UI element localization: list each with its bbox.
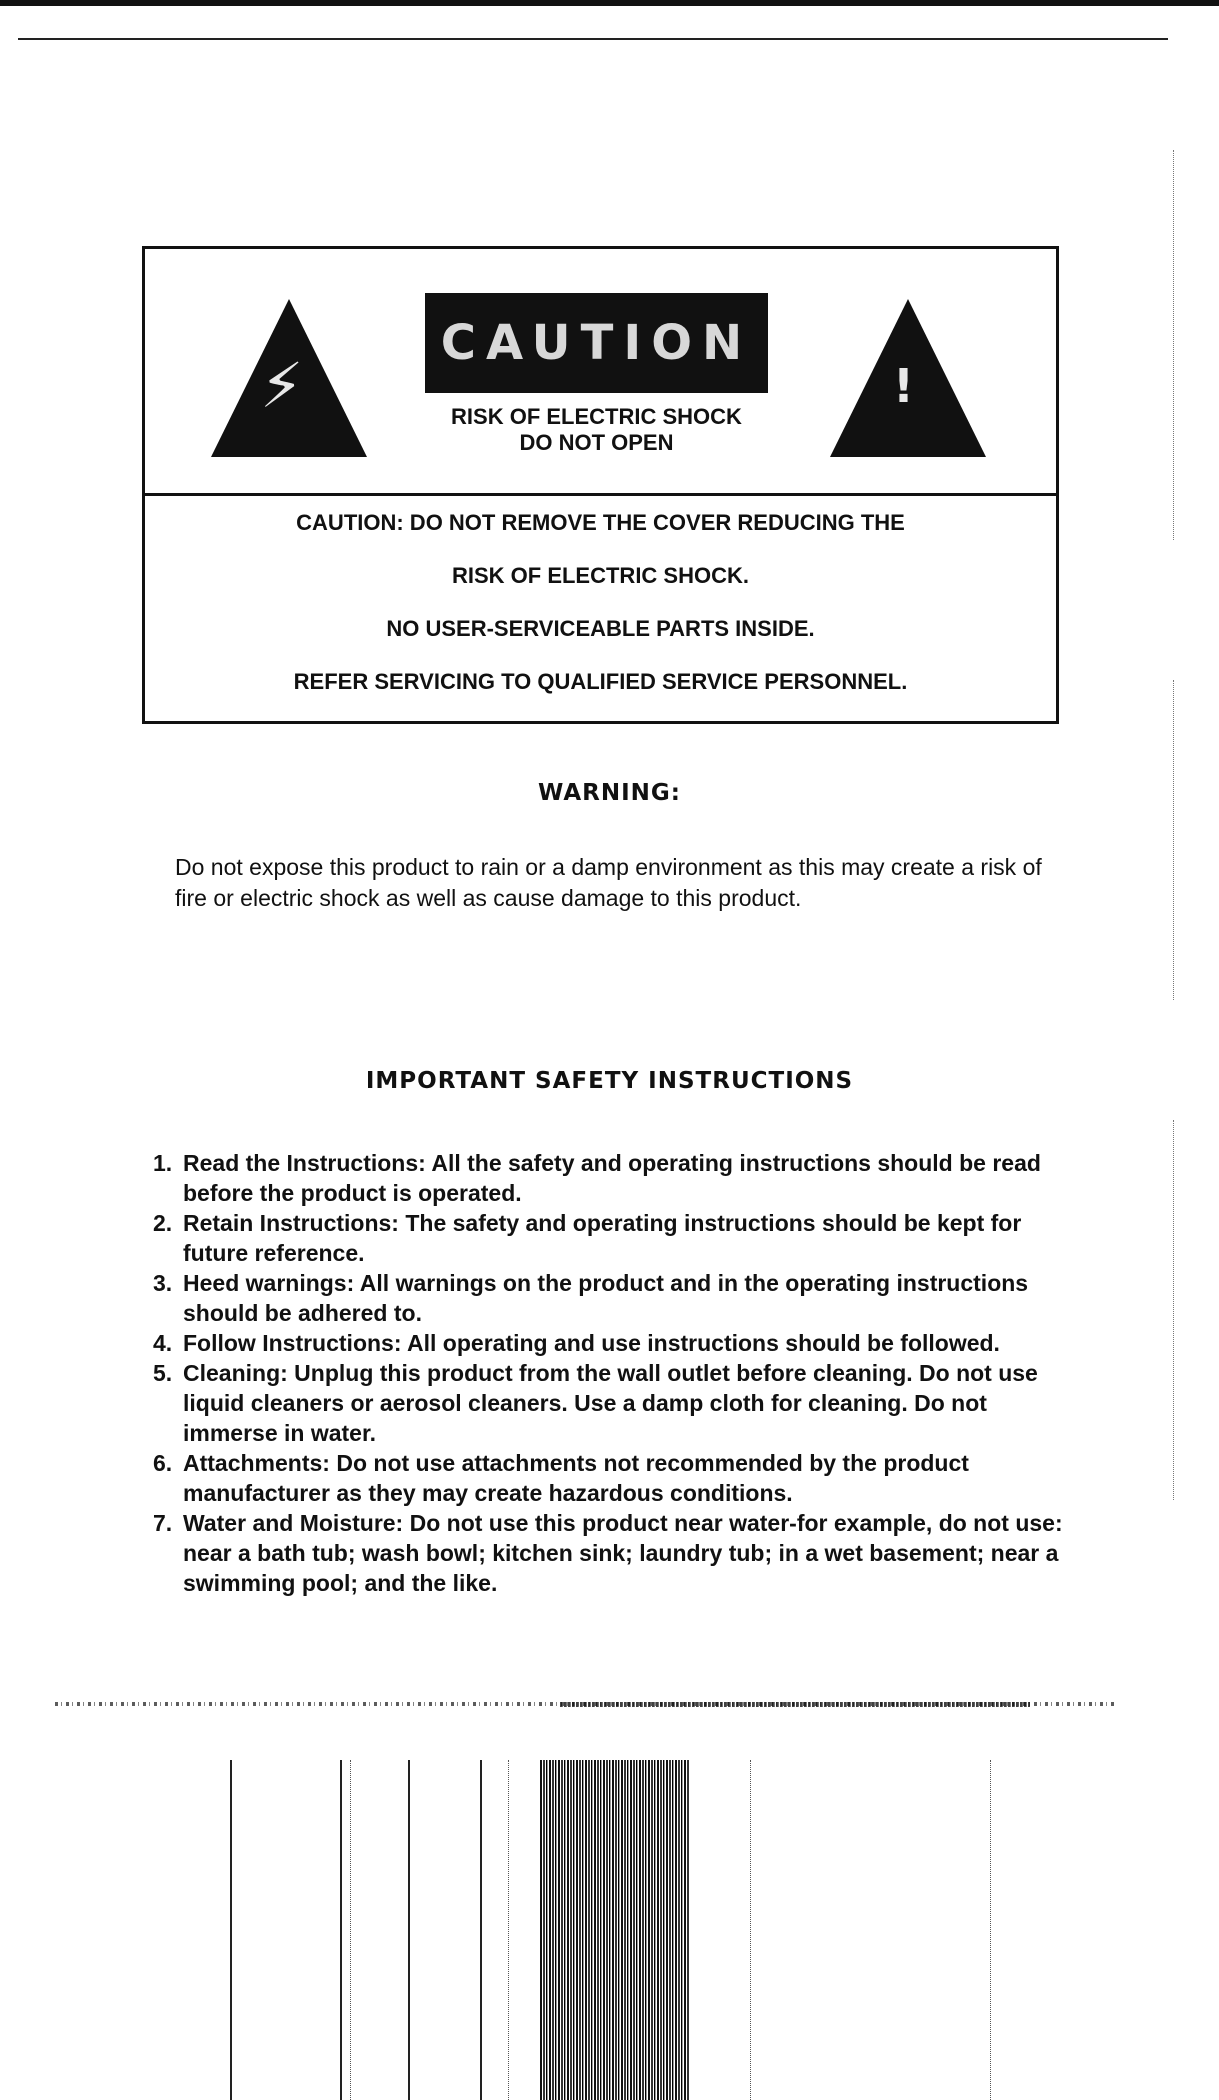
scan-line [230,1760,232,2100]
scan-noise-divider-dense [560,1702,1030,1707]
shock-warning-label [385,404,808,456]
list-item-text: Follow Instructions: All operating and use instructions should be followed. [183,1330,1000,1356]
top-divider-rule [18,38,1168,40]
safety-instructions-list [153,1148,1083,1598]
scan-line [340,1760,342,2100]
scan-line [408,1760,410,2100]
lightning-bolt-icon: ⚡ [260,349,304,422]
list-item-number: 2. [153,1210,173,1236]
caution-line: RISK OF ELECTRIC SHOCK. [451,563,749,588]
caution-label-box [142,246,1059,724]
shock-warning-line-2: DO NOT OPEN [519,430,674,455]
list-item [153,1328,1083,1358]
list-item-text: Attachments: Do not use attachments not recommended by the product manufacturer as they may create hazardous conditions. [183,1450,969,1506]
top-border-rule [0,0,1219,6]
warning-heading: WARNING: [538,780,681,806]
caution-instructions [145,496,1056,708]
list-item-number: 4. [153,1330,173,1356]
list-item [153,1358,1083,1448]
list-item-text: Retain Instructions: The safety and operating instructions should be kept for future reference. [183,1210,1022,1266]
warning-paragraph: Do not expose this product to rain or a damp environment as this may create a risk of fire or electric shock as well as cause damage to this product. [175,854,1042,911]
scan-barcode-artifact [230,1760,1110,2100]
shock-warning-line-1: RISK OF ELECTRIC SHOCK [451,404,742,429]
caution-line: CAUTION: DO NOT REMOVE THE COVER REDUCING THE [296,510,905,535]
scan-dotted-line [750,1760,751,2100]
list-item [153,1268,1083,1328]
scan-line [480,1760,482,2100]
scan-barcode-block [540,1760,690,2100]
scan-dotted-line [350,1760,351,2100]
margin-scan-dots [1173,680,1174,1000]
list-item-text: Water and Moisture: Do not use this product near water-for example, do not use: near a bath tub; wash bowl; kitchen sink; laundry tub; in a wet basement; near a swimming pool; and the like. [183,1510,1063,1596]
margin-scan-dots [1173,1120,1174,1500]
list-item [153,1148,1083,1208]
caution-line: NO USER-SERVICEABLE PARTS INSIDE. [386,616,815,641]
list-item [153,1508,1083,1598]
exclamation-mark-icon: ! [893,359,914,413]
scan-dotted-line [990,1760,991,2100]
caution-label-header [145,249,1056,496]
scan-dotted-line [508,1760,509,2100]
list-item-number: 7. [153,1510,173,1536]
list-item-number: 3. [153,1270,173,1296]
list-item-text: Read the Instructions: All the safety and operating instructions should be read before the product is operated. [183,1150,1041,1206]
list-item-number: 5. [153,1360,173,1386]
list-item-number: 6. [153,1450,173,1476]
list-item [153,1208,1083,1268]
margin-scan-dots [1173,150,1174,540]
list-item-text: Cleaning: Unplug this product from the wall outlet before cleaning. Do not use liquid cleaners or aerosol cleaners. Use a damp cloth for cleaning. Do not immerse in water. [183,1360,1038,1446]
safety-instructions-heading: IMPORTANT SAFETY INSTRUCTIONS [365,1068,854,1094]
list-item-number: 1. [153,1150,173,1176]
caution-banner: CAUTION [425,293,768,393]
caution-line: REFER SERVICING TO QUALIFIED SERVICE PERSONNEL. [293,669,908,694]
list-item [153,1448,1083,1508]
list-item-text: Heed warnings: All warnings on the product and in the operating instructions should be adhered to. [183,1270,1029,1326]
